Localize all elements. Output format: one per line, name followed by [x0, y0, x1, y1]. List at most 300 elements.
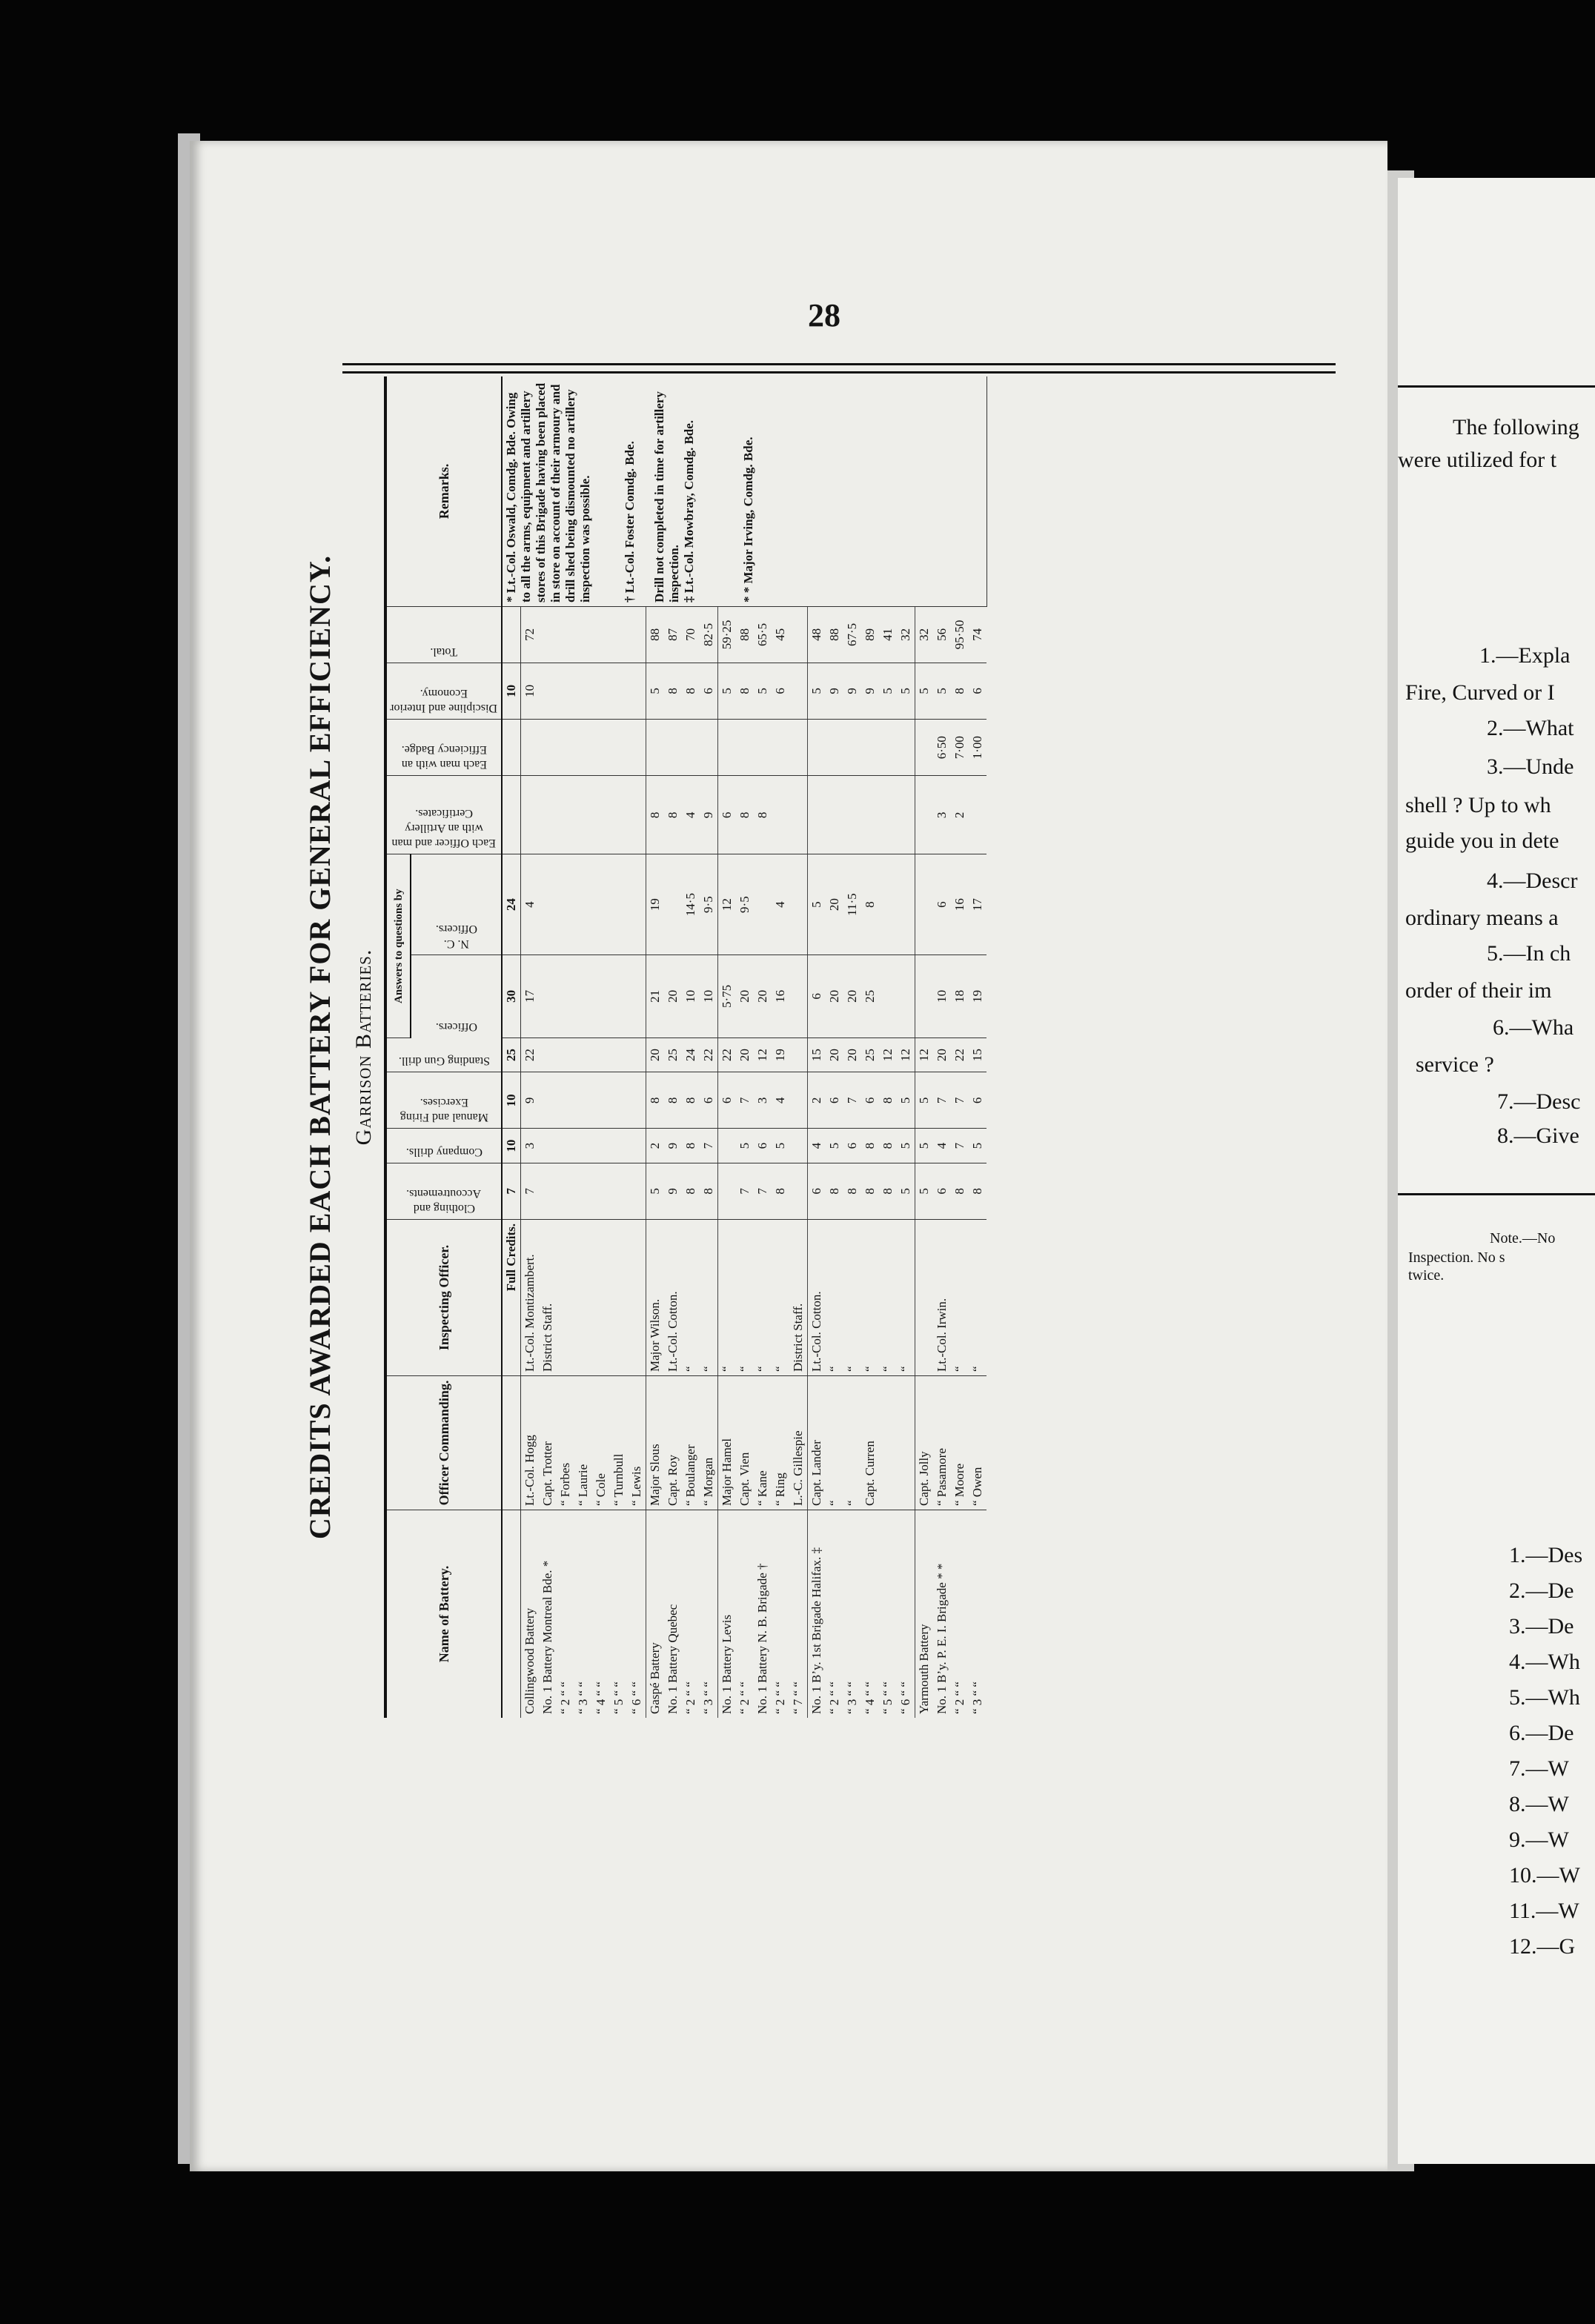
full-credits-manual: 10 — [502, 1072, 521, 1129]
cell-badge — [610, 720, 628, 776]
cell-standing: 25 — [664, 1038, 682, 1072]
cell-name: “ 3 “ “ — [970, 1681, 984, 1714]
cell-badge — [826, 720, 843, 776]
cell-nco — [897, 854, 915, 955]
right-list-item: 5.—Wh — [1509, 1685, 1580, 1710]
right-note-3: twice. — [1408, 1267, 1445, 1284]
cell-officers — [610, 954, 628, 1038]
cell-name: No. 1 Battery Levis — [718, 1510, 737, 1719]
cell-name: “ 6 “ “ — [898, 1681, 912, 1714]
cell-clothing — [718, 1163, 737, 1219]
cell-total: 89 — [861, 607, 879, 663]
cell-officer: Major Slous — [646, 1376, 665, 1510]
cell-company — [557, 1129, 574, 1163]
full-credits-label: Full Credits. — [502, 1220, 521, 1376]
cell-standing: 20 — [826, 1038, 843, 1072]
cell-manual — [557, 1072, 574, 1129]
col-badge-label: Each man with an Efficiency Badge. — [401, 743, 487, 771]
right-q5: 5.—In ch — [1487, 941, 1571, 966]
cell-total: 88 — [736, 607, 754, 663]
cell-discipline — [628, 663, 646, 719]
cell-nco — [539, 854, 557, 955]
cell-inspecting: Lt.-Col. Montizambert. — [521, 1220, 540, 1376]
right-list-item: 4.—Wh — [1509, 1650, 1580, 1674]
cell-company — [574, 1129, 592, 1163]
cell-officers — [557, 954, 574, 1038]
cell-manual — [539, 1072, 557, 1129]
cell-manual: 8 — [664, 1072, 682, 1129]
cell-total — [592, 607, 610, 663]
cell-officers — [592, 954, 610, 1038]
col-company — [385, 1129, 502, 1163]
cell-certificates: 3 — [933, 776, 951, 854]
cell-nco: 16 — [951, 854, 969, 955]
cell-certificates — [772, 776, 789, 854]
cell-company: 4 — [808, 1129, 826, 1163]
full-credits-discipline: 10 — [502, 663, 521, 719]
cell-company: 5 — [915, 1129, 934, 1163]
right-list-item: 10.—W — [1509, 1863, 1580, 1888]
cell-badge: 1·00 — [969, 720, 986, 776]
cell-name: Collingwood Battery — [523, 1607, 537, 1714]
cell-name: “ 3 “ “ — [845, 1681, 859, 1714]
cell-certificates — [539, 776, 557, 854]
cell-total: 70 — [682, 607, 700, 663]
col-remarks: Remarks. — [385, 376, 502, 607]
cell-clothing: 8 — [682, 1163, 700, 1219]
right-note-1: Note.—No — [1490, 1230, 1556, 1246]
right-note-2: Inspection. No s — [1408, 1249, 1505, 1266]
cell-standing — [592, 1038, 610, 1072]
col-standing — [385, 1038, 502, 1072]
cell-officers: 20 — [664, 954, 682, 1038]
right-q3: 3.—Unde — [1487, 754, 1574, 779]
cell-officer: “ Pasamore — [933, 1376, 951, 1510]
cell-officer: “ Forbes — [557, 1376, 574, 1510]
cell-officer: “ Kane — [754, 1376, 772, 1510]
cell-inspecting: Lt.-Col. Cotton. — [808, 1220, 826, 1376]
cell-certificates — [897, 776, 915, 854]
cell-standing — [628, 1038, 646, 1072]
cell-standing: 22 — [700, 1038, 718, 1072]
col-nco-label: N. C. Officers. — [435, 922, 477, 950]
cell-certificates — [879, 776, 897, 854]
cell-inspecting: “ — [843, 1220, 861, 1376]
cell-nco: 9·5 — [700, 854, 718, 955]
full-credits-total — [502, 607, 521, 663]
cell-nco — [664, 854, 682, 955]
remark-3: Drill not completed in time for artillery inspection. — [652, 391, 681, 602]
cell-discipline — [557, 663, 574, 719]
cell-certificates — [574, 776, 592, 854]
table-body — [502, 376, 986, 1718]
cell-manual: 5 — [897, 1072, 915, 1129]
cell-manual: 8 — [682, 1072, 700, 1129]
cell-inspecting: District Staff. — [539, 1220, 557, 1376]
cell-total: 88 — [646, 607, 665, 663]
cell-manual — [610, 1072, 628, 1129]
cell-nco — [574, 854, 592, 955]
cell-certificates: 8 — [646, 776, 665, 854]
col-answers: Answers to questions by — [385, 854, 411, 1038]
col-standing-label: Standing Gun drill. — [398, 1055, 490, 1068]
remark-1: * Lt.-Col. Oswald, Comdg. Bde. Owing to all the arms, equipment and artillery stores of this Brigade having been placed in store on account of their armoury and drill shed being dismounted no artillery inspection was possible. — [504, 382, 592, 602]
cell-name: No. 1 Battery Montreal Bde. * — [540, 1560, 554, 1714]
cell-officer: Capt. Roy — [664, 1376, 682, 1510]
cell-manual: 6 — [969, 1072, 986, 1129]
col-badge — [385, 720, 502, 776]
cell-inspecting: “ — [736, 1220, 754, 1376]
cell-name: “ 7 “ “ — [791, 1681, 805, 1714]
cell-standing: 22 — [521, 1038, 540, 1072]
cell-officer: “ Cole — [592, 1376, 610, 1510]
cell-inspecting: “ — [772, 1220, 789, 1376]
full-credits-certificates — [502, 776, 521, 854]
cell-clothing: 8 — [826, 1163, 843, 1219]
right-page-rule — [1398, 385, 1595, 388]
cell-certificates — [969, 776, 986, 854]
cell-inspecting — [628, 1220, 646, 1376]
right-q4b: ordinary means a — [1405, 906, 1559, 930]
cell-manual: 4 — [772, 1072, 789, 1129]
cell-badge: 6·50 — [933, 720, 951, 776]
cell-total: 82·5 — [700, 607, 718, 663]
cell-officers: 5·75 — [718, 954, 737, 1038]
cell-officer: Capt. Trotter — [539, 1376, 557, 1510]
cell-name: “ 2 “ “ — [827, 1681, 841, 1714]
cell-badge — [557, 720, 574, 776]
cell-discipline: 9 — [843, 663, 861, 719]
cell-total: 56 — [933, 607, 951, 663]
cell-name: Yarmouth Battery — [915, 1510, 934, 1719]
cell-clothing — [592, 1163, 610, 1219]
cell-manual: 6 — [700, 1072, 718, 1129]
table-title: CREDITS AWARDED EACH BATTERY FOR GENERAL EFFICIENCY. — [303, 554, 336, 1540]
cell-name: “ 6 “ “ — [629, 1681, 643, 1714]
cell-officers: 20 — [754, 954, 772, 1038]
right-list-item: 9.—W — [1509, 1827, 1569, 1852]
cell-badge — [879, 720, 897, 776]
cell-nco — [628, 854, 646, 955]
cell-standing: 20 — [933, 1038, 951, 1072]
cell-badge — [682, 720, 700, 776]
cell-badge — [700, 720, 718, 776]
cell-officers — [879, 954, 897, 1038]
right-list-item: 7.—W — [1509, 1756, 1569, 1781]
cell-nco — [789, 854, 808, 955]
cell-discipline: 5 — [718, 663, 737, 719]
right-q4: 4.—Descr — [1487, 869, 1578, 893]
cell-clothing: 8 — [861, 1163, 879, 1219]
cell-total — [628, 607, 646, 663]
cell-manual — [592, 1072, 610, 1129]
cell-officer: Capt. Curren — [861, 1376, 879, 1510]
table-subtitle: Garrison Batteries. — [351, 949, 376, 1146]
col-total — [385, 607, 502, 663]
cell-discipline: 6 — [969, 663, 986, 719]
cell-inspecting — [915, 1220, 934, 1376]
cell-certificates — [628, 776, 646, 854]
cell-discipline: 10 — [521, 663, 540, 719]
cell-nco — [592, 854, 610, 955]
cell-manual: 7 — [933, 1072, 951, 1129]
cell-inspecting — [610, 1220, 628, 1376]
cell-officers: 17 — [521, 954, 540, 1038]
cell-name: “ 2 “ “ — [683, 1681, 697, 1714]
cell-officers — [789, 954, 808, 1038]
cell-certificates — [843, 776, 861, 854]
full-credits-row — [502, 376, 521, 1718]
full-credits-blank — [502, 1376, 521, 1510]
cell-inspecting: “ — [951, 1220, 969, 1376]
top-rule — [342, 363, 1336, 374]
cell-total: 95·50 — [951, 607, 969, 663]
right-list-item: 6.—De — [1509, 1721, 1574, 1745]
full-credits-company: 10 — [502, 1129, 521, 1163]
cell-officer: “ Lewis — [628, 1376, 646, 1510]
cell-officer: “ Ring — [772, 1376, 789, 1510]
cell-manual: 3 — [754, 1072, 772, 1129]
col-discipline — [385, 663, 502, 719]
cell-certificates — [826, 776, 843, 854]
cell-badge — [897, 720, 915, 776]
cell-inspecting: District Staff. — [789, 1220, 808, 1376]
cell-certificates: 9 — [700, 776, 718, 854]
cell-clothing: 7 — [521, 1163, 540, 1219]
right-q6: 6.—Wha — [1493, 1015, 1574, 1040]
cell-inspecting: “ — [700, 1220, 718, 1376]
cell-standing: 22 — [951, 1038, 969, 1072]
right-line-2: were utilized for t — [1398, 448, 1557, 472]
right-list-item: 2.—De — [1509, 1578, 1574, 1603]
full-credits-nco: 24 — [502, 854, 521, 955]
cell-officer: “ Moore — [951, 1376, 969, 1510]
cell-inspecting — [557, 1220, 574, 1376]
cell-clothing — [789, 1163, 808, 1219]
cell-officers — [897, 954, 915, 1038]
cell-discipline — [592, 663, 610, 719]
cell-standing: 22 — [718, 1038, 737, 1072]
cell-nco: 6 — [933, 854, 951, 955]
cell-nco: 8 — [861, 854, 879, 955]
cell-manual: 7 — [736, 1072, 754, 1129]
cell-officers — [628, 954, 646, 1038]
cell-manual — [628, 1072, 646, 1129]
cell-clothing: 7 — [754, 1163, 772, 1219]
full-credits-badge — [502, 720, 521, 776]
cell-officers — [539, 954, 557, 1038]
cell-inspecting: “ — [879, 1220, 897, 1376]
cell-name: “ 5 “ “ — [611, 1681, 626, 1714]
cell-discipline: 5 — [754, 663, 772, 719]
cell-officer: “ Owen — [969, 1376, 986, 1510]
cell-standing: 20 — [843, 1038, 861, 1072]
cell-officer: “ Morgan — [700, 1376, 718, 1510]
cell-officers: 20 — [843, 954, 861, 1038]
cell-manual: 6 — [718, 1072, 737, 1129]
cell-manual: 8 — [646, 1072, 665, 1129]
cell-standing — [789, 1038, 808, 1072]
cell-discipline: 5 — [915, 663, 934, 719]
cell-badge — [718, 720, 737, 776]
cell-clothing: 8 — [700, 1163, 718, 1219]
cell-officer: Major Hamel — [718, 1376, 737, 1510]
cell-company: 4 — [933, 1129, 951, 1163]
cell-name: “ 2 “ “ — [558, 1681, 572, 1714]
cell-total — [789, 607, 808, 663]
col-officer: Officer Commanding. — [385, 1376, 502, 1510]
cell-standing — [610, 1038, 628, 1072]
cell-clothing — [628, 1163, 646, 1219]
right-q3b: shell ? Up to wh — [1405, 793, 1551, 817]
cell-manual: 7 — [951, 1072, 969, 1129]
right-list-item: 12.—G — [1509, 1934, 1576, 1959]
cell-nco — [754, 854, 772, 955]
cell-manual: 2 — [808, 1072, 826, 1129]
cell-officers — [915, 954, 934, 1038]
cell-name: “ 2 “ “ — [737, 1681, 752, 1714]
cell-certificates — [592, 776, 610, 854]
cell-total: 32 — [915, 607, 934, 663]
cell-standing: 12 — [897, 1038, 915, 1072]
cell-company: 5 — [897, 1129, 915, 1163]
right-q8: 8.—Give — [1497, 1123, 1579, 1148]
cell-name: Gaspé Battery — [646, 1510, 665, 1719]
cell-nco — [879, 854, 897, 955]
cell-total: 65·5 — [754, 607, 772, 663]
cell-company — [789, 1129, 808, 1163]
cell-discipline — [789, 663, 808, 719]
cell-officers: 25 — [861, 954, 879, 1038]
cell-company: 6 — [843, 1129, 861, 1163]
cell-standing: 15 — [969, 1038, 986, 1072]
cell-inspecting — [574, 1220, 592, 1376]
cell-discipline: 9 — [861, 663, 879, 719]
cell-discipline: 8 — [682, 663, 700, 719]
full-credits-standing: 25 — [502, 1038, 521, 1072]
cell-badge — [521, 720, 540, 776]
cell-company: 5 — [826, 1129, 843, 1163]
right-q7: 7.—Desc — [1497, 1089, 1581, 1114]
cell-name: No. 1 Battery N. B. Brigade † — [755, 1563, 769, 1714]
cell-badge: 7·00 — [951, 720, 969, 776]
cell-company: 3 — [521, 1129, 540, 1163]
cell-officers — [574, 954, 592, 1038]
cell-certificates — [808, 776, 826, 854]
cell-total: 74 — [969, 607, 986, 663]
cell-officers: 18 — [951, 954, 969, 1038]
cell-total — [574, 607, 592, 663]
cell-clothing: 8 — [843, 1163, 861, 1219]
cell-badge — [664, 720, 682, 776]
cell-nco: 9·5 — [736, 854, 754, 955]
cell-nco — [557, 854, 574, 955]
cell-clothing: 8 — [772, 1163, 789, 1219]
cell-clothing: 5 — [915, 1163, 934, 1219]
remarks-cell — [502, 376, 986, 607]
remark-2: † Lt.-Col. Foster Comdg. Bde. — [623, 441, 637, 602]
cell-clothing: 5 — [897, 1163, 915, 1219]
cell-officer: “ Boulanger — [682, 1376, 700, 1510]
cell-manual: 6 — [861, 1072, 879, 1129]
cell-company: 7 — [700, 1129, 718, 1163]
cell-standing: 12 — [754, 1038, 772, 1072]
cell-company: 5 — [736, 1129, 754, 1163]
cell-total — [610, 607, 628, 663]
right-list-item: 3.—De — [1509, 1614, 1574, 1639]
cell-nco: 5 — [808, 854, 826, 955]
cell-company: 8 — [879, 1129, 897, 1163]
page-number: 28 — [808, 297, 840, 333]
cell-standing: 20 — [646, 1038, 665, 1072]
cell-total: 59·25 — [718, 607, 737, 663]
cell-inspecting: “ — [682, 1220, 700, 1376]
right-q3c: guide you in dete — [1405, 829, 1559, 853]
right-q2: 2.—What — [1487, 716, 1574, 740]
col-certificates-label: Each Officer and man with an Artillery Certificates. — [391, 807, 497, 850]
cell-standing: 19 — [772, 1038, 789, 1072]
cell-discipline — [539, 663, 557, 719]
cell-company — [592, 1129, 610, 1163]
cell-standing: 15 — [808, 1038, 826, 1072]
cell-certificates: 8 — [736, 776, 754, 854]
cell-discipline — [610, 663, 628, 719]
cell-nco: 12 — [718, 854, 737, 955]
cell-clothing: 8 — [879, 1163, 897, 1219]
cell-company: 5 — [969, 1129, 986, 1163]
cell-manual: 5 — [915, 1072, 934, 1129]
full-credits-clothing: 7 — [502, 1163, 521, 1219]
cell-officers: 20 — [736, 954, 754, 1038]
full-credits-blank — [502, 1510, 521, 1719]
cell-company: 8 — [682, 1129, 700, 1163]
right-q6b: service ? — [1416, 1052, 1494, 1077]
cell-officer: L.-C. Gillespie — [789, 1376, 808, 1510]
remark-4: ‡ Lt.-Col. Mowbray, Comdg. Bde. — [682, 419, 696, 602]
cell-officers: 10 — [933, 954, 951, 1038]
cell-manual: 9 — [521, 1072, 540, 1129]
cell-standing: 20 — [736, 1038, 754, 1072]
cell-nco — [915, 854, 934, 955]
cell-badge — [861, 720, 879, 776]
cell-standing — [557, 1038, 574, 1072]
cell-badge — [628, 720, 646, 776]
cell-inspecting: “ — [718, 1220, 737, 1376]
cell-name: No. 1 B’y. 1st Brigade Halifax. ‡ — [808, 1510, 826, 1719]
rotated-table-block — [295, 376, 1324, 1718]
cell-nco: 4 — [521, 854, 540, 955]
cell-badge — [789, 720, 808, 776]
cell-badge — [736, 720, 754, 776]
cell-nco: 11·5 — [843, 854, 861, 955]
cell-certificates — [915, 776, 934, 854]
cell-certificates: 8 — [754, 776, 772, 854]
cell-certificates: 2 — [951, 776, 969, 854]
cell-certificates — [861, 776, 879, 854]
cell-manual — [574, 1072, 592, 1129]
cell-certificates — [557, 776, 574, 854]
cell-clothing: 5 — [646, 1163, 665, 1219]
cell-nco — [610, 854, 628, 955]
col-clothing-label: Clothing and Accoutrements. — [406, 1187, 482, 1215]
cell-officer: Capt. Vien — [736, 1376, 754, 1510]
cell-badge — [754, 720, 772, 776]
cell-inspecting — [592, 1220, 610, 1376]
col-officers-label: Officers. — [435, 1020, 477, 1034]
cell-officers: 19 — [969, 954, 986, 1038]
cell-inspecting: “ — [826, 1220, 843, 1376]
cell-officer: Capt. Jolly — [915, 1376, 934, 1510]
